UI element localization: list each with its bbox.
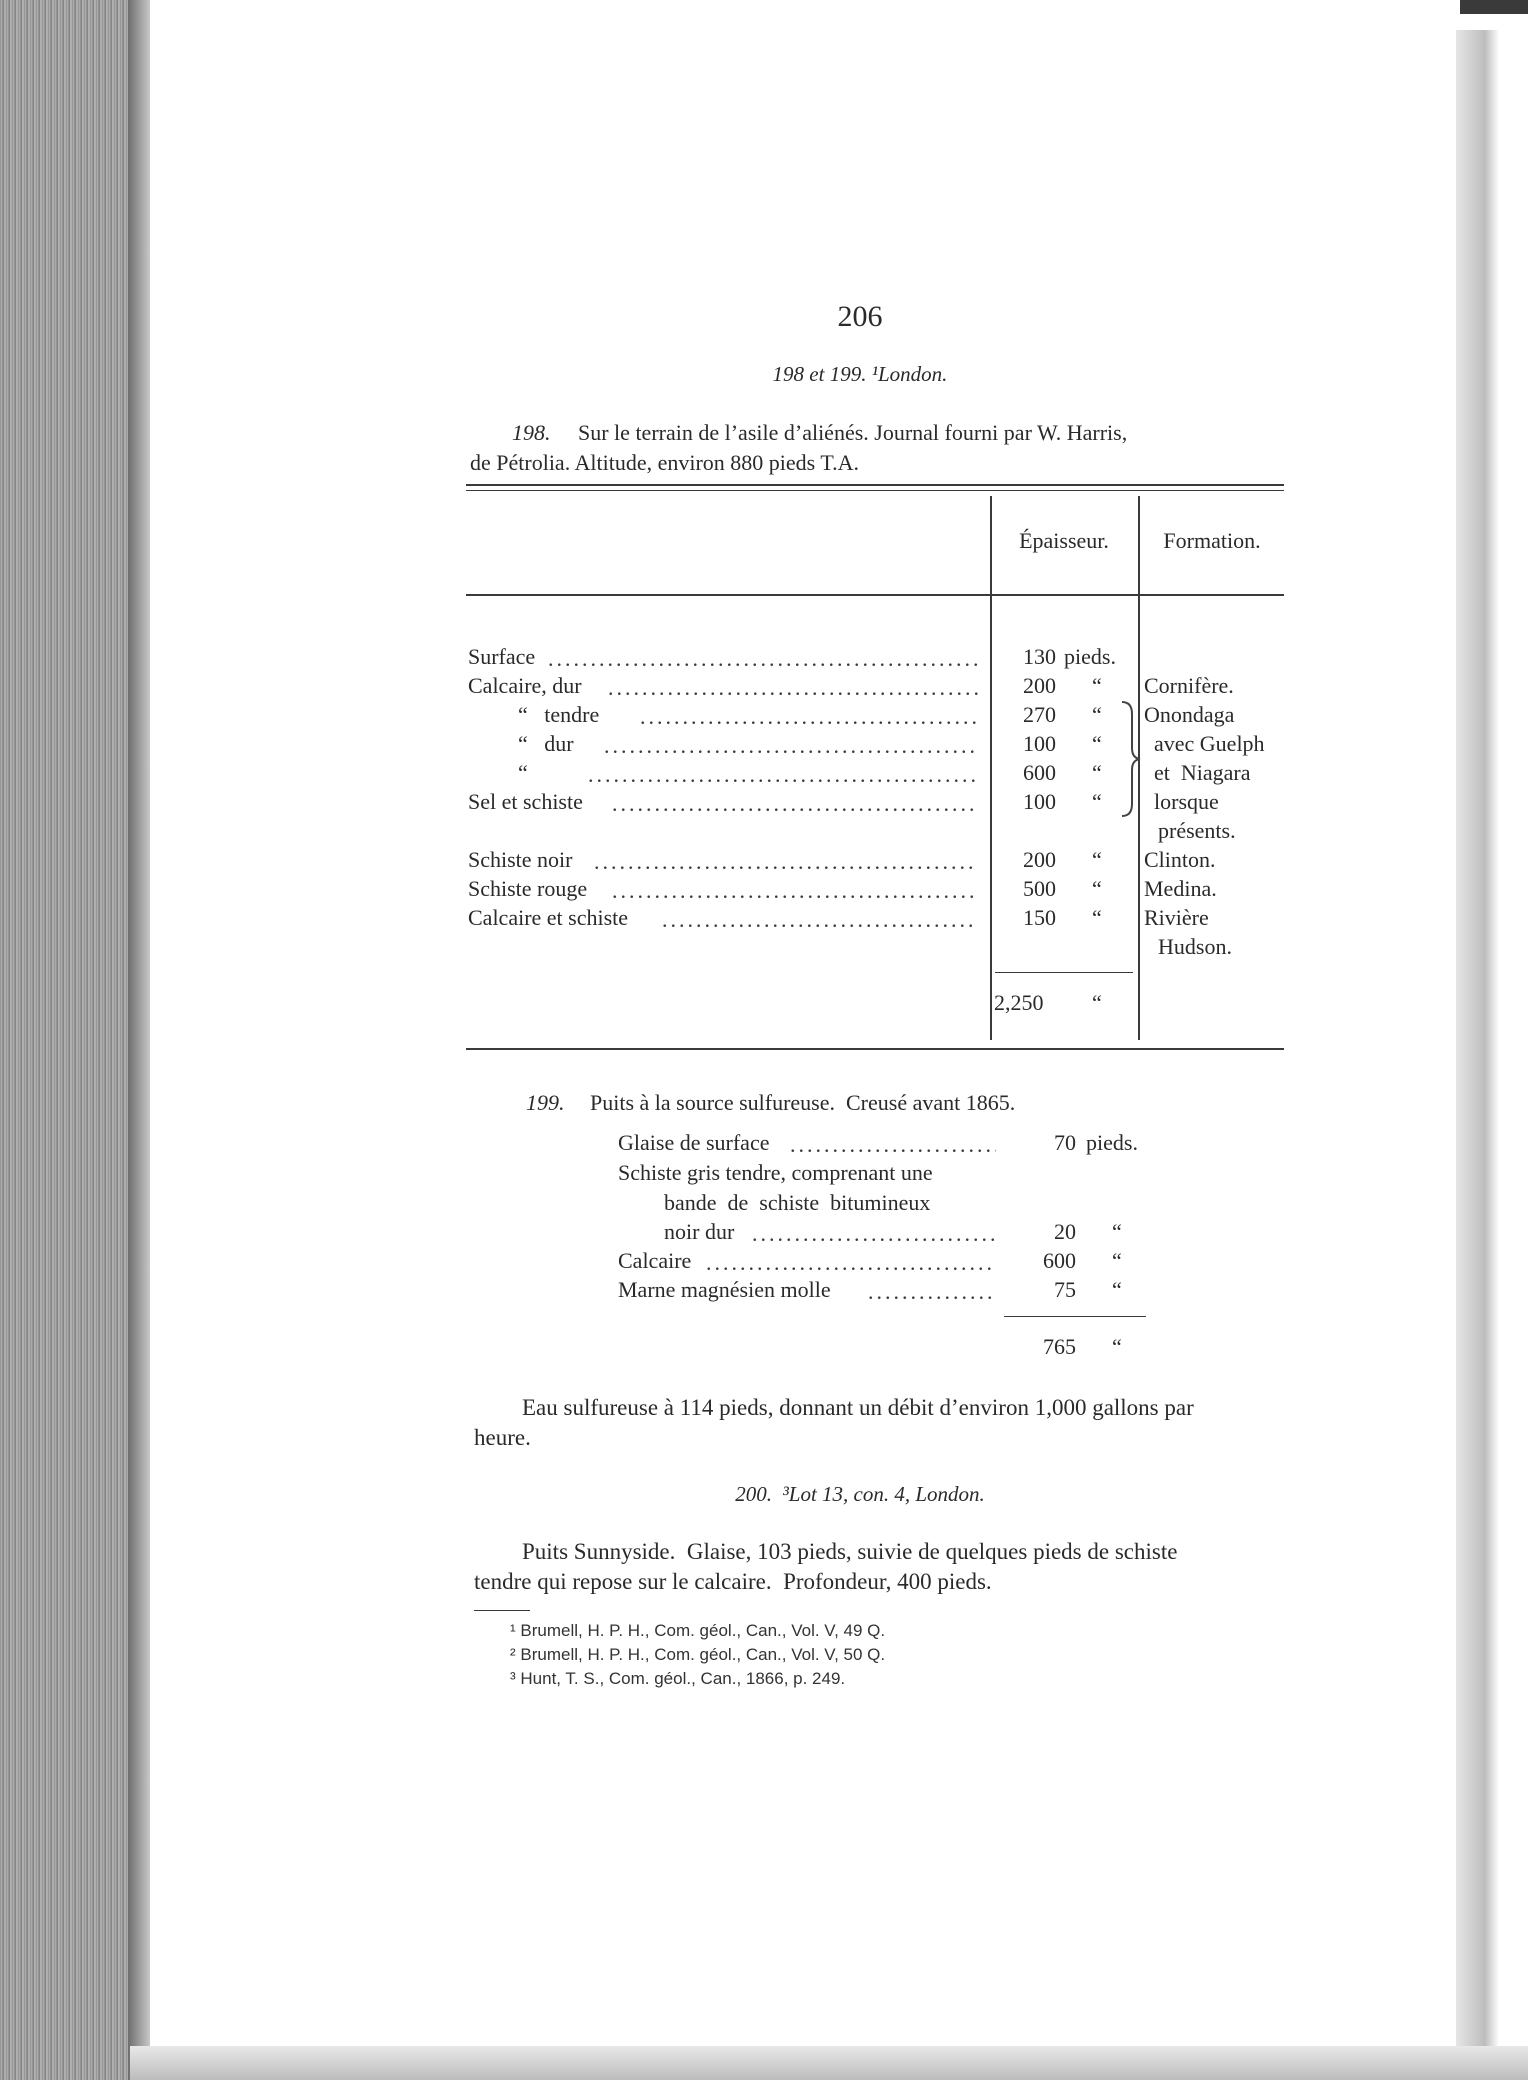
list-199-r1-value: 70 xyxy=(1054,1130,1076,1155)
row-leader-dots xyxy=(752,1221,996,1243)
row-label: “ xyxy=(518,760,528,785)
list-199-r3-unit: “ xyxy=(1112,1248,1122,1273)
row-formation: lorsque xyxy=(1154,789,1219,814)
list-199-r2-line2: bande de schiste bitumineux xyxy=(664,1190,931,1215)
row-unit: pieds. xyxy=(1064,644,1116,669)
page-number: 206 xyxy=(837,300,883,333)
footnote-2: ² Brumell, H. P. H., Com. géol., Can., Vol. V, 50 Q. xyxy=(510,1645,886,1664)
row-leader-dots xyxy=(790,1132,996,1154)
list-199-r4-value: 75 xyxy=(1054,1277,1076,1302)
list-199-total-unit: “ xyxy=(1112,1334,1122,1359)
brace-icon xyxy=(1118,700,1142,818)
row-value: 150 xyxy=(1023,905,1056,930)
table-total-unit: “ xyxy=(1092,990,1102,1015)
row-formation: Clinton. xyxy=(1144,847,1216,872)
table-top-rule-2 xyxy=(466,490,1284,491)
row-formation: avec Guelph xyxy=(1154,731,1265,756)
list-199-r1-label: Glaise de surface xyxy=(618,1130,770,1155)
row-label: Calcaire, dur xyxy=(468,673,582,698)
list-199-r3-label: Calcaire xyxy=(618,1248,692,1273)
paragraph-eau-line2: heure. xyxy=(474,1425,531,1450)
row-unit: “ xyxy=(1092,702,1102,727)
row-label: “ dur xyxy=(518,731,574,756)
row-formation: Hudson. xyxy=(1158,934,1232,959)
entry-199-text: Puits à la source sulfureuse. Creusé avant 1865. xyxy=(590,1090,1016,1115)
footnote-separator xyxy=(474,1610,530,1611)
row-label: “ tendre xyxy=(518,702,600,727)
list-199-r2-value: 20 xyxy=(1054,1219,1076,1244)
table-total-value: 2,250 xyxy=(994,990,1044,1015)
list-199-r4-label: Marne magnésien molle xyxy=(618,1277,831,1302)
row-unit: “ xyxy=(1092,760,1102,785)
list-199-total-rule xyxy=(1004,1316,1146,1317)
row-label: Sel et schiste xyxy=(468,789,583,814)
list-199-r4-unit: “ xyxy=(1112,1277,1122,1302)
row-leader-dots xyxy=(588,762,978,784)
row-unit: “ xyxy=(1092,847,1102,872)
row-formation: présents. xyxy=(1158,818,1236,843)
row-value: 130 xyxy=(1023,644,1056,669)
list-199-total-value: 765 xyxy=(1043,1334,1076,1359)
paragraph-eau-line1: Eau sulfureuse à 114 pieds, donnant un débit d’environ 1,000 gallons par xyxy=(522,1395,1194,1420)
entry-198-line1: Sur le terrain de l’asile d’aliénés. Journal fourni par W. Harris, xyxy=(578,420,1128,445)
row-label: Schiste noir xyxy=(468,847,573,872)
row-label: Schiste rouge xyxy=(468,876,588,901)
row-label: Calcaire et schiste xyxy=(468,905,629,930)
table-col-divider-1 xyxy=(990,496,992,1040)
row-leader-dots xyxy=(548,646,978,668)
list-199-r3-value: 600 xyxy=(1043,1248,1076,1273)
row-unit: “ xyxy=(1092,673,1102,698)
row-leader-dots xyxy=(612,878,978,900)
row-unit: “ xyxy=(1092,789,1102,814)
column-header-formation: Formation. xyxy=(1163,528,1261,553)
list-199-r2-unit: “ xyxy=(1112,1219,1122,1244)
row-leader-dots xyxy=(662,907,978,929)
row-value: 500 xyxy=(1023,876,1056,901)
row-unit: “ xyxy=(1092,876,1102,901)
row-value: 200 xyxy=(1023,673,1056,698)
row-leader-dots xyxy=(640,704,978,726)
paragraph-sunnyside-line2: tendre qui repose sur le calcaire. Profondeur, 400 pieds. xyxy=(474,1569,992,1594)
table-header-rule xyxy=(466,594,1284,596)
row-value: 200 xyxy=(1023,847,1056,872)
row-leader-dots xyxy=(612,791,978,813)
row-label: Surface xyxy=(468,644,536,669)
book-bottom-edge xyxy=(130,2046,1528,2080)
list-199-r1-unit: pieds. xyxy=(1086,1130,1138,1155)
footnote-3: ³ Hunt, T. S., Com. géol., Can., 1866, p. 249. xyxy=(510,1669,846,1688)
footnote-1: ¹ Brumell, H. P. H., Com. géol., Can., Vol. V, 49 Q. xyxy=(510,1621,886,1640)
column-header-thickness: Épaisseur. xyxy=(1019,528,1109,553)
book-page xyxy=(150,0,1460,2080)
row-leader-dots xyxy=(608,675,978,697)
row-value: 270 xyxy=(1023,702,1056,727)
row-formation: Medina. xyxy=(1144,876,1217,901)
book-right-edge xyxy=(1456,30,1528,2080)
row-value: 600 xyxy=(1023,760,1056,785)
row-unit: “ xyxy=(1092,905,1102,930)
list-199-r2-line1: Schiste gris tendre, comprenant une xyxy=(618,1160,933,1185)
list-199-r2-line3: noir dur xyxy=(664,1219,735,1244)
row-value: 100 xyxy=(1023,789,1056,814)
entry-198-line2: de Pétrolia. Altitude, environ 880 pieds T.A. xyxy=(470,450,860,475)
section-heading-198-199: 198 et 199. ¹London. xyxy=(772,362,948,386)
row-formation: Rivière xyxy=(1144,905,1209,930)
row-leader-dots xyxy=(604,733,978,755)
book-page-edges xyxy=(0,0,128,2080)
row-formation: Onondaga xyxy=(1144,702,1235,727)
row-unit: “ xyxy=(1092,731,1102,756)
paragraph-sunnyside-line1: Puits Sunnyside. Glaise, 103 pieds, suivie de quelques pieds de schiste xyxy=(522,1539,1178,1564)
entry-number-199: 199. xyxy=(526,1090,565,1115)
table-total-rule xyxy=(995,972,1133,973)
row-leader-dots xyxy=(868,1279,996,1301)
row-formation: et Niagara xyxy=(1154,760,1251,785)
entry-number-198: 198. xyxy=(512,420,551,445)
row-leader-dots xyxy=(594,849,978,871)
section-heading-200: 200. ³Lot 13, con. 4, London. xyxy=(735,1482,985,1506)
table-top-rule xyxy=(466,484,1284,486)
row-value: 100 xyxy=(1023,731,1056,756)
table-bottom-rule xyxy=(466,1048,1284,1050)
row-formation: Cornifère. xyxy=(1144,673,1234,698)
row-leader-dots xyxy=(706,1250,996,1272)
